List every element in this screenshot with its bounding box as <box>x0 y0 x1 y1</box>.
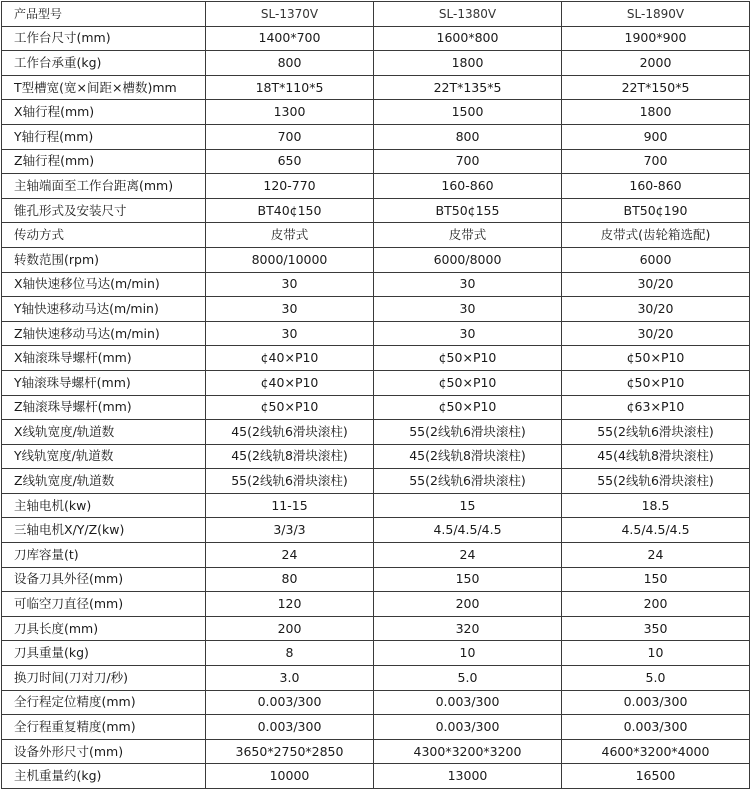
spec-value-cell: 55(2线轨6滑块滚柱) <box>374 469 562 494</box>
spec-value-cell: 4.5/4.5/4.5 <box>562 518 750 543</box>
spec-row <box>2 247 750 272</box>
spec-label-cell: Y轴滚珠导螺杆(mm) <box>2 370 206 395</box>
spec-label-cell: Y轴行程(mm) <box>2 124 206 149</box>
spec-value-cell: 160-860 <box>374 174 562 199</box>
spec-row <box>2 543 750 568</box>
spec-row <box>2 444 750 469</box>
spec-label-cell: 主机重量约(kg) <box>2 764 206 789</box>
spec-value-cell: 13000 <box>374 764 562 789</box>
spec-value-cell: ¢50×P10 <box>374 346 562 371</box>
spec-value-cell: 1800 <box>374 51 562 76</box>
spec-row <box>2 715 750 740</box>
spec-value-cell: 120-770 <box>206 174 374 199</box>
spec-row <box>2 75 750 100</box>
spec-value-cell: BT40¢150 <box>206 198 374 223</box>
spec-row <box>2 223 750 248</box>
spec-value-cell: 200 <box>562 592 750 617</box>
spec-label-cell: 换刀时间(刀对刀/秒) <box>2 666 206 691</box>
spec-label-cell: Z轴行程(mm) <box>2 149 206 174</box>
spec-value-cell: 30 <box>206 297 374 322</box>
spec-value-cell: 80 <box>206 567 374 592</box>
spec-row <box>2 174 750 199</box>
spec-value-cell: 200 <box>206 616 374 641</box>
spec-label-cell: 刀具长度(mm) <box>2 616 206 641</box>
spec-row <box>2 518 750 543</box>
spec-value-cell: 45(4线轨8滑块滚柱) <box>562 444 750 469</box>
spec-row <box>2 346 750 371</box>
spec-label-cell: 全行程定位精度(mm) <box>2 690 206 715</box>
spec-value-cell: 800 <box>374 124 562 149</box>
spec-row <box>2 198 750 223</box>
spec-value-cell: 30 <box>206 321 374 346</box>
spec-value-cell: 10 <box>562 641 750 666</box>
spec-label-cell: Z线轨宽度/轨道数 <box>2 469 206 494</box>
spec-row <box>2 616 750 641</box>
spec-value-cell: ¢50×P10 <box>562 346 750 371</box>
spec-label-cell: 设备外形尺寸(mm) <box>2 739 206 764</box>
spec-value-cell: 150 <box>562 567 750 592</box>
spec-row <box>2 493 750 518</box>
spec-value-cell: 皮带式 <box>374 223 562 248</box>
spec-value-cell: ¢50×P10 <box>374 395 562 420</box>
spec-value-cell: 45(2线轨6滑块滚柱) <box>206 420 374 445</box>
header-row <box>2 2 750 27</box>
spec-label-cell: 工作台承重(kg) <box>2 51 206 76</box>
spec-value-cell: 15 <box>374 493 562 518</box>
spec-value-cell: 3650*2750*2850 <box>206 739 374 764</box>
spec-value-cell: 3/3/3 <box>206 518 374 543</box>
spec-value-cell: ¢40×P10 <box>206 346 374 371</box>
spec-value-cell: 200 <box>374 592 562 617</box>
spec-value-cell: 5.0 <box>562 666 750 691</box>
spec-value-cell: 11-15 <box>206 493 374 518</box>
spec-row <box>2 764 750 789</box>
spec-row <box>2 641 750 666</box>
spec-value-cell: 10000 <box>206 764 374 789</box>
spec-value-cell: 0.003/300 <box>374 690 562 715</box>
spec-label-cell: 工作台尺寸(mm) <box>2 26 206 51</box>
spec-value-cell: 55(2线轨6滑块滚柱) <box>562 420 750 445</box>
spec-label-cell: 刀具重量(kg) <box>2 641 206 666</box>
spec-value-cell: ¢50×P10 <box>374 370 562 395</box>
spec-value-cell: 皮带式 <box>206 223 374 248</box>
spec-value-cell: ¢50×P10 <box>562 370 750 395</box>
spec-row <box>2 51 750 76</box>
spec-value-cell: 55(2线轨6滑块滚柱) <box>374 420 562 445</box>
spec-label-cell: 主轴端面至工作台距离(mm) <box>2 174 206 199</box>
spec-label-cell: 锥孔形式及安装尺寸 <box>2 198 206 223</box>
spec-value-cell: 55(2线轨6滑块滚柱) <box>562 469 750 494</box>
spec-value-cell: 3.0 <box>206 666 374 691</box>
spec-label-cell: 可临空刀直径(mm) <box>2 592 206 617</box>
spec-label-cell: 刀库容量(t) <box>2 543 206 568</box>
spec-value-cell: 700 <box>562 149 750 174</box>
spec-value-cell: 1600*800 <box>374 26 562 51</box>
spec-value-cell: 30 <box>206 272 374 297</box>
spec-value-cell: 1500 <box>374 100 562 125</box>
header-cell-label: 产品型号 <box>2 2 206 27</box>
spec-row <box>2 370 750 395</box>
spec-label-cell: X线轨宽度/轨道数 <box>2 420 206 445</box>
spec-value-cell: 30 <box>374 297 562 322</box>
spec-value-cell: 皮带式(齿轮箱选配) <box>562 223 750 248</box>
spec-value-cell: 6000 <box>562 247 750 272</box>
spec-row <box>2 272 750 297</box>
spec-row <box>2 395 750 420</box>
spec-value-cell: 22T*150*5 <box>562 75 750 100</box>
spec-value-cell: 8 <box>206 641 374 666</box>
spec-value-cell: 1900*900 <box>562 26 750 51</box>
spec-value-cell: 18T*110*5 <box>206 75 374 100</box>
spec-value-cell: 30/20 <box>562 321 750 346</box>
spec-value-cell: 10 <box>374 641 562 666</box>
spec-row <box>2 666 750 691</box>
spec-value-cell: 650 <box>206 149 374 174</box>
spec-label-cell: Z轴快速移动马达(m/min) <box>2 321 206 346</box>
spec-value-cell: 6000/8000 <box>374 247 562 272</box>
spec-label-cell: X轴快速移位马达(m/min) <box>2 272 206 297</box>
spec-row <box>2 149 750 174</box>
spec-label-cell: X轴滚珠导螺杆(mm) <box>2 346 206 371</box>
spec-table <box>1 1 750 789</box>
spec-row <box>2 26 750 51</box>
spec-value-cell: ¢40×P10 <box>206 370 374 395</box>
spec-label-cell: 三轴电机X/Y/Z(kw) <box>2 518 206 543</box>
spec-label-cell: X轴行程(mm) <box>2 100 206 125</box>
spec-label-cell: 全行程重复精度(mm) <box>2 715 206 740</box>
spec-value-cell: 120 <box>206 592 374 617</box>
spec-value-cell: 700 <box>374 149 562 174</box>
spec-row <box>2 690 750 715</box>
spec-value-cell: 150 <box>374 567 562 592</box>
spec-row <box>2 297 750 322</box>
spec-value-cell: ¢63×P10 <box>562 395 750 420</box>
spec-value-cell: BT50¢190 <box>562 198 750 223</box>
spec-value-cell: 1300 <box>206 100 374 125</box>
spec-label-cell: 主轴电机(kw) <box>2 493 206 518</box>
spec-label-cell: Y线轨宽度/轨道数 <box>2 444 206 469</box>
spec-value-cell: 900 <box>562 124 750 149</box>
spec-value-cell: 30 <box>374 321 562 346</box>
spec-value-cell: 8000/10000 <box>206 247 374 272</box>
spec-value-cell: BT50¢155 <box>374 198 562 223</box>
spec-label-cell: T型槽宽(宽×间距×槽数)mm <box>2 75 206 100</box>
spec-value-cell: 0.003/300 <box>562 690 750 715</box>
spec-table-body <box>2 2 750 789</box>
spec-value-cell: 0.003/300 <box>206 690 374 715</box>
spec-value-cell: 24 <box>562 543 750 568</box>
spec-row <box>2 592 750 617</box>
spec-value-cell: 1400*700 <box>206 26 374 51</box>
spec-value-cell: 320 <box>374 616 562 641</box>
spec-value-cell: 24 <box>206 543 374 568</box>
spec-value-cell: 0.003/300 <box>206 715 374 740</box>
spec-label-cell: 传动方式 <box>2 223 206 248</box>
spec-value-cell: 45(2线轨8滑块滚柱) <box>206 444 374 469</box>
spec-value-cell: 1800 <box>562 100 750 125</box>
spec-label-cell: 转数范围(rpm) <box>2 247 206 272</box>
spec-value-cell: 800 <box>206 51 374 76</box>
spec-row <box>2 321 750 346</box>
spec-value-cell: 350 <box>562 616 750 641</box>
header-cell-model: SL-1890V <box>562 2 750 27</box>
spec-row <box>2 420 750 445</box>
header-cell-model: SL-1370V <box>206 2 374 27</box>
spec-value-cell: 4.5/4.5/4.5 <box>374 518 562 543</box>
spec-value-cell: 30/20 <box>562 272 750 297</box>
spec-value-cell: 30 <box>374 272 562 297</box>
spec-row <box>2 567 750 592</box>
spec-value-cell: 24 <box>374 543 562 568</box>
spec-value-cell: 30/20 <box>562 297 750 322</box>
spec-value-cell: 22T*135*5 <box>374 75 562 100</box>
spec-value-cell: 55(2线轨6滑块滚柱) <box>206 469 374 494</box>
spec-value-cell: 0.003/300 <box>562 715 750 740</box>
spec-value-cell: 700 <box>206 124 374 149</box>
spec-value-cell: 18.5 <box>562 493 750 518</box>
spec-value-cell: 2000 <box>562 51 750 76</box>
spec-row <box>2 124 750 149</box>
spec-value-cell: 4300*3200*3200 <box>374 739 562 764</box>
spec-value-cell: 4600*3200*4000 <box>562 739 750 764</box>
spec-value-cell: 45(2线轨8滑块滚柱) <box>374 444 562 469</box>
spec-value-cell: 5.0 <box>374 666 562 691</box>
spec-label-cell: 设备刀具外径(mm) <box>2 567 206 592</box>
spec-value-cell: 0.003/300 <box>374 715 562 740</box>
header-cell-model: SL-1380V <box>374 2 562 27</box>
spec-row <box>2 739 750 764</box>
spec-row <box>2 100 750 125</box>
spec-value-cell: ¢50×P10 <box>206 395 374 420</box>
spec-value-cell: 160-860 <box>562 174 750 199</box>
spec-label-cell: Z轴滚珠导螺杆(mm) <box>2 395 206 420</box>
spec-value-cell: 16500 <box>562 764 750 789</box>
spec-row <box>2 469 750 494</box>
spec-label-cell: Y轴快速移动马达(m/min) <box>2 297 206 322</box>
